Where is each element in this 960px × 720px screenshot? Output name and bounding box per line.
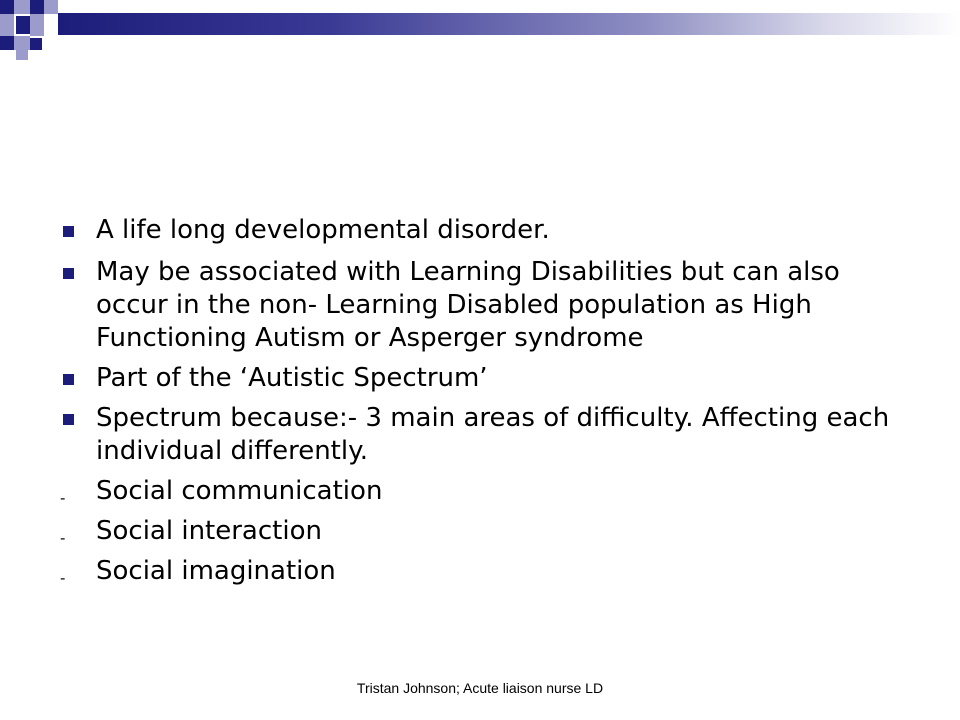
slide-footer: Tristan Johnson; Acute liaison nurse LD [356,680,604,696]
bullet-text: Social communication [96,476,383,506]
dash-bullet-icon: - [60,529,66,547]
decoration-square [44,0,58,14]
square-bullet-icon [63,414,74,425]
decoration-square [14,36,30,50]
decoration-square [0,36,14,50]
bullet-text: Social imagination [96,556,336,586]
bullet-list [58,214,918,595]
square-bullet-icon [63,268,74,279]
bullet-text: Social interaction [96,516,322,546]
list-item [58,362,918,395]
title-decoration [0,0,960,60]
decoration-square [30,0,44,14]
decoration-square [30,14,44,36]
bullet-text: A life long developmental disorder. [96,215,550,245]
decoration-square [0,0,14,14]
list-item [58,214,918,247]
list-item [58,256,918,355]
decoration-square [30,38,42,50]
decoration-square [14,0,30,14]
dash-bullet-icon: - [60,489,66,507]
bullet-text: Part of the ‘Autistic Spectrum’ [96,363,488,393]
title-gradient-bar [58,13,960,35]
bullet-text: May be associated with Learning Disabilities but can also occur in the non- Learning Disabled population as High Functioning Autism or Asperger syndrome [96,257,840,353]
bullet-text: Spectrum because:- 3 main areas of difficulty. Affecting each individual differently. [96,403,890,466]
decoration-square [16,50,28,60]
list-item [58,515,918,548]
list-item [58,475,918,508]
decoration-square [0,14,14,36]
dash-bullet-icon: - [60,569,66,587]
decoration-square [16,16,30,34]
list-item [58,402,918,468]
list-item [58,555,918,588]
square-bullet-icon [63,374,74,385]
square-bullet-icon [63,226,74,237]
